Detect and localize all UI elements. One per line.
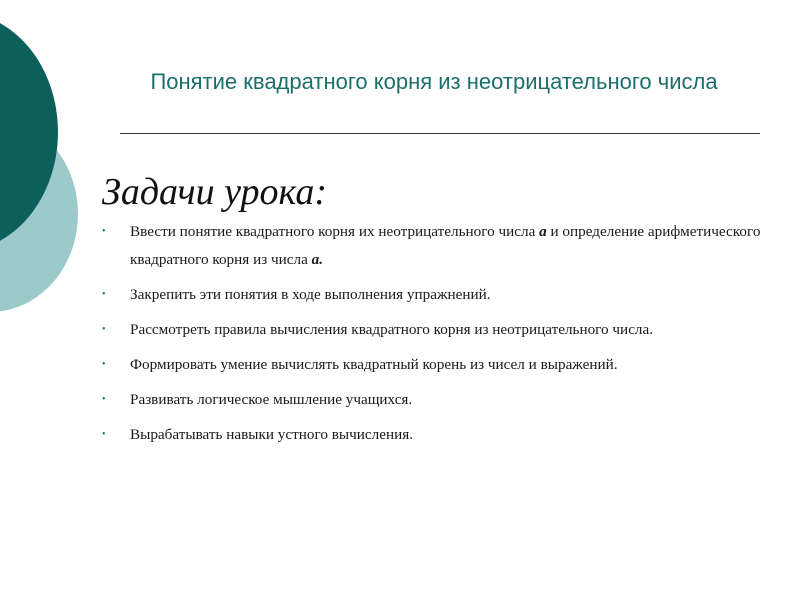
list-item [102, 218, 762, 274]
bullet-icon: • [102, 289, 106, 300]
slide-title: Понятие квадратного корня из неотрицательного числа [150, 69, 718, 94]
list-item-text: Закрепить эти понятия в ходе выполнения упражнений. [130, 286, 491, 303]
list-item-text [130, 223, 760, 268]
variable-a: a [311, 251, 320, 268]
bullet-icon: • [102, 429, 106, 440]
list-item [102, 421, 762, 449]
bullet-icon: • [102, 359, 106, 370]
list-item-text-part: и определение арифметического квадратного корня из числа [130, 223, 761, 268]
list-item [102, 386, 762, 414]
variable-a: a [539, 223, 547, 240]
list-item [102, 281, 762, 309]
title-divider [120, 133, 760, 134]
bullet-icon: • [102, 324, 106, 335]
list-item-text-part: . [319, 251, 324, 268]
list-item-text: Формировать умение вычислять квадратный корень из чисел и выражений. [130, 356, 618, 373]
list-item-text: Рассмотреть правила вычисления квадратного корня из неотрицательного числа. [130, 321, 654, 338]
objectives-list [102, 218, 762, 456]
slide-subtitle: Задачи урока: [102, 171, 328, 213]
list-item-text-part: Ввести понятие квадратного корня их неотрицательного числа [130, 223, 540, 240]
list-item-text: Вырабатывать навыки устного вычисления. [130, 426, 413, 443]
list-item-text: Развивать логическое мышление учащихся. [130, 391, 413, 408]
list-item [102, 316, 762, 344]
bullet-icon: • [102, 226, 106, 237]
list-item [102, 351, 762, 379]
bullet-icon: • [102, 394, 106, 405]
